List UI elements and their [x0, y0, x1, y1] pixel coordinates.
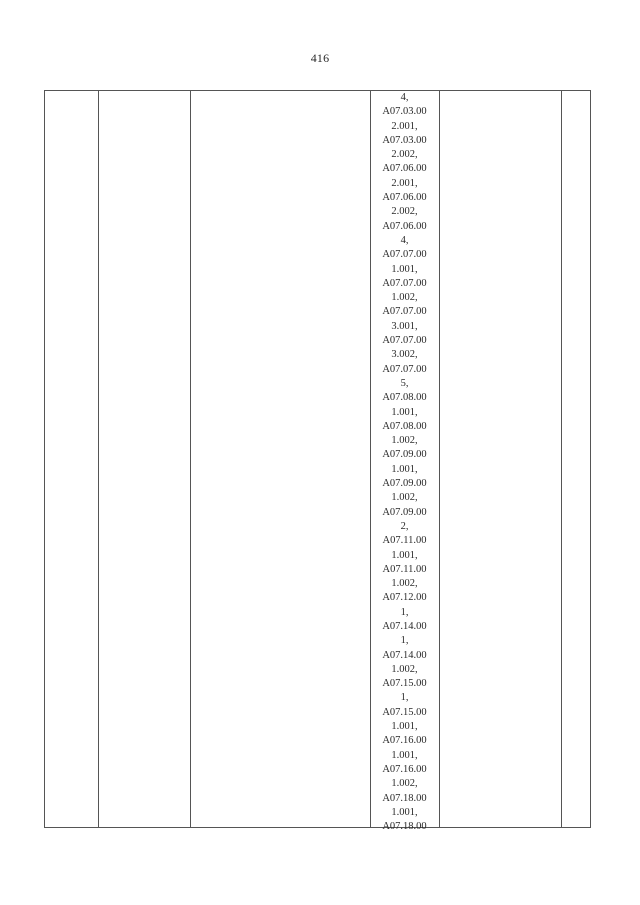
code-line: 3.001,: [391, 320, 418, 332]
code-line: A07.18.00: [382, 792, 427, 804]
code-line: 3.002,: [391, 349, 418, 361]
code-line: 1,: [400, 606, 409, 618]
code-line: A07.09.00: [382, 478, 427, 490]
code-line: A07.07.00: [382, 249, 427, 261]
code-line: 1.002,: [391, 778, 418, 790]
code-line: A07.08.00: [382, 392, 427, 404]
code-line: 1.001,: [391, 463, 418, 475]
code-line: 1,: [400, 635, 409, 647]
code-line: A07.06.00: [382, 163, 427, 175]
code-line: 4,: [400, 92, 409, 103]
code-line: A07.15.00: [382, 678, 427, 690]
page-number: 416: [310, 51, 330, 65]
code-line: A07.07.00: [382, 306, 427, 318]
column-divider: [561, 91, 562, 827]
code-line: A07.16.00: [382, 763, 427, 775]
code-line: 1.001,: [391, 806, 418, 818]
code-line: A07.07.00: [382, 363, 427, 375]
code-line: A07.11.00: [382, 535, 427, 547]
code-line: 2.002,: [391, 149, 418, 161]
code-line: A07.06.00: [382, 220, 427, 232]
code-line: 1.001,: [391, 263, 418, 275]
code-line: 5,: [400, 377, 409, 389]
code-line: 2.002,: [391, 206, 418, 218]
code-line: A07.06.00: [382, 192, 427, 204]
code-line: 1,: [400, 692, 409, 704]
code-line: 1.001,: [391, 549, 418, 561]
code-line: A07.11.00: [382, 563, 427, 575]
code-line: A07.07.00: [382, 335, 427, 347]
code-line: 1.001,: [391, 406, 418, 418]
code-line: 1.002,: [391, 663, 418, 675]
code-line: 1.002,: [391, 435, 418, 447]
code-line: 4,: [400, 234, 409, 246]
column-divider: [98, 91, 99, 827]
code-line: A07.14.00: [382, 649, 427, 661]
code-line: A07.08.00: [382, 420, 427, 432]
code-line: A07.07.00: [382, 277, 427, 289]
code-line: A07.14.00: [382, 620, 427, 632]
code-line: 2.001,: [391, 177, 418, 189]
code-line: A07.03.00: [382, 106, 427, 118]
code-line: 1.002,: [391, 578, 418, 590]
code-line: A07.18.00: [382, 821, 427, 833]
code-line: 1.002,: [391, 492, 418, 504]
code-line: A07.09.00: [382, 449, 427, 461]
column-divider: [439, 91, 440, 827]
code-line: 1.001,: [391, 721, 418, 733]
code-line: 2,: [400, 520, 409, 532]
column-divider: [190, 91, 191, 827]
code-line: A07.12.00: [382, 592, 427, 604]
code-column-cell: [370, 91, 439, 834]
code-line: 1.001,: [391, 749, 418, 761]
code-line: A07.15.00: [382, 706, 427, 718]
code-line: A07.16.00: [382, 735, 427, 747]
code-line: A07.03.00: [382, 134, 427, 146]
code-line: A07.09.00: [382, 506, 427, 518]
code-line: 1.002,: [391, 292, 418, 304]
document-table: [44, 90, 591, 833]
code-line: 2.001,: [391, 120, 418, 132]
